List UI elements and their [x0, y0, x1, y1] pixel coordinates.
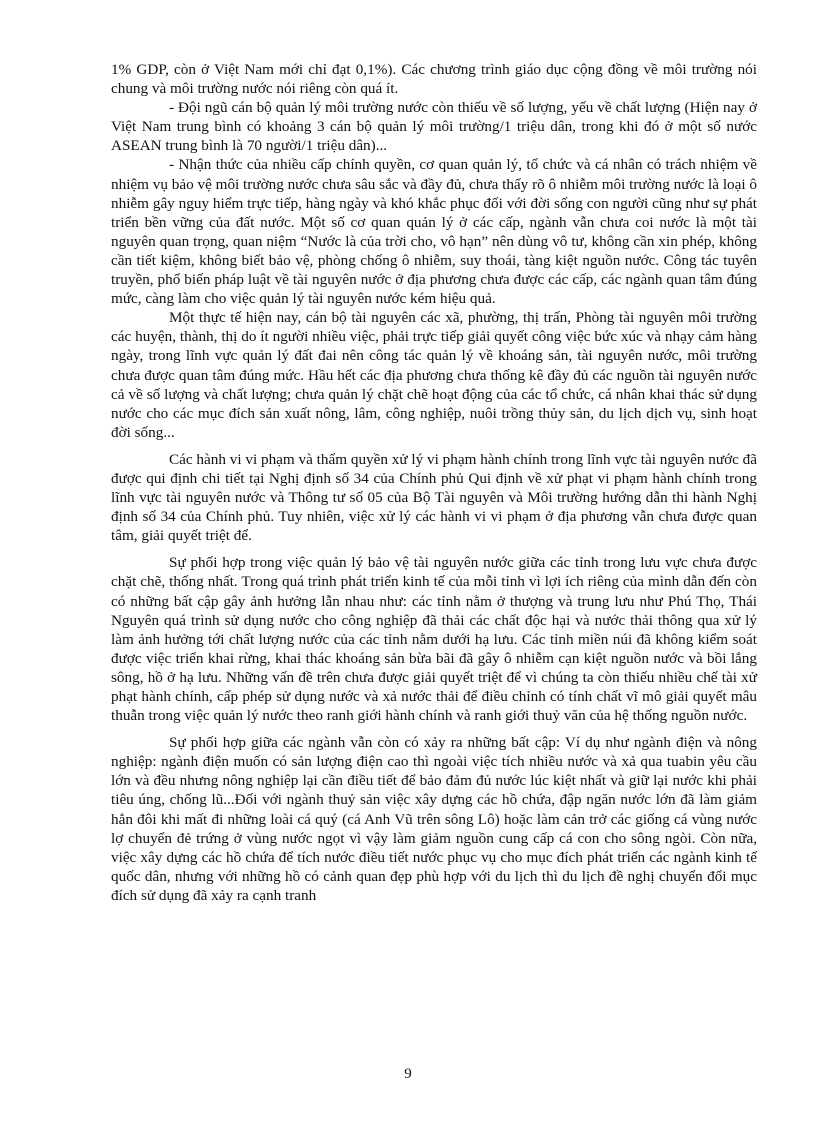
paragraph-provincial-coordination: Sự phối hợp trong việc quản lý bảo vệ tài nguyên nước giữa các tỉnh trong lưu vực chưa được chặt chẽ, thống nhất. Trong quá trình phát triển kinh tế của mỗi tỉnh vì lợi ích riêng của mình dẫn đến còn có những bất cập gây ảnh hưởng lẫn nhau như: các tỉnh nằm ở thượng và trung lưu như Phú Thọ, Thái Nguyên quá trình sử dụng nước cho công nghiệp đã thải các chất độc hại và nước thải thông qua xử lý làm ảnh hưởng tới chất lượng nước của các tỉnh nằm dưới hạ lưu. Các tỉnh miền núi đã không kiểm soát được việc triển khai rừng, khai thác khoáng sản bừa bãi đã gây ô nhiễm cạn kiệt nguồn nước và bồi lắng sông, hồ ở hạ lưu. Những vấn đề trên chưa được giải quyết triệt để vì chúng ta còn thiếu nhiều chế tài xử phạt hành chính, cấp phép sử dụng nước và xả nước thải để điều chỉnh có tính chất vĩ mô giải quyết mâu thuẫn trong việc quản lý nước theo ranh giới hành chính và ranh giới thuỷ văn của hệ thống nguồn nước.	[111, 554, 757, 725]
paragraph-local-staff: Một thực tế hiện nay, cán bộ tài nguyên các xã, phường, thị trấn, Phòng tài nguyên môi trường các huyện, thành, thị do ít người nhiều việc, phải trực tiếp giải quyết công việc bức xúc và nhạy cảm hàng ngày, trong lĩnh vực quản lý đất đai nên công tác quản lý về khoáng sản, tài nguyên nước, môi trường chưa được quan tâm đúng mức. Hầu hết các địa phương chưa thống kê đầy đủ các nguồn tài nguyên nước cả về số lượng và chất lượng; chưa quản lý chặt chẽ hoạt động của các tổ chức, cá nhân khai thác sử dụng nước cho các mục đích sản xuất nông, lâm, công nghiệp, nuôi trồng thủy sản, du lịch dịch vụ, sinh hoạt đời sống...	[111, 309, 757, 441]
paragraph-sector-coordination: Sự phối hợp giữa các ngành vẫn còn có xảy ra những bất cập: Ví dụ như ngành điện và nông nghiệp: ngành điện muốn có sản lượng điện cao thì ngoài việc tích nhiều nước và xả qua tuabin yêu cầu lớn và đều nhưng nông nghiệp lại cần điều tiết để bảo đảm đủ nước lúc kiệt nhất và giữ lại nước khi phải tiêu úng, chống lũ...Đối với ngành thuỷ sản việc xây dựng các hồ chứa, đập ngăn nước lớn đã làm giảm hẳn đôi khi mất đi những loài cá quý (cá Anh Vũ trên sông Lô) hoặc làm cản trở các giống cá vùng nước lợ chuyển đẻ trứng ở vùng nước ngọt vì vậy làm giảm nguồn cung cấp cá con cho sông ngòi. Còn nữa, việc xây dựng các hồ chứa để tích nước điều tiết nước phục vụ cho mục đích phát triển các ngành kinh tế quốc dân, nhưng với những hồ có cảnh quan đẹp phù hợp với du lịch thì du lịch đề nghị chuyển đổi mục đích sử dụng đã xảy ra cạnh tranh	[111, 734, 757, 904]
paragraph-awareness: - Nhận thức của nhiều cấp chính quyền, cơ quan quản lý, tổ chức và cá nhân có trách nhiệm về nhiệm vụ bảo vệ môi trường nước chưa sâu sắc và đầy đủ, chưa thấy rõ ô nhiễm môi trường nước là loại ô nhiễm gây nguy hiểm trực tiếp, hàng ngày và khó khắc phục đối với đời sống con người cũng như sự phát triển bền vững của đất nước. Một số cơ quan quản lý ở các cấp, ngành vẫn chưa coi nước là một tài nguyên quan trọng, quan niệm “Nước là của trời cho, vô hạn” nên dùng vô tư, không cần xin phép, không cần tiết kiệm, không biết bảo vệ, phòng chống ô nhiễm, suy thoái, tàng kiệt nguồn nước. Công tác tuyên truyền, phổ biến pháp luật về tài nguyên nước ở địa phương chưa được các cấp, các ngành quan tâm đúng mức, càng làm cho việc quản lý tài nguyên nước kém hiệu quả.	[111, 156, 757, 308]
document-body	[111, 60, 757, 905]
paragraph-staff-shortage: - Đội ngũ cán bộ quản lý môi trường nước còn thiếu về số lượng, yếu về chất lượng (Hiện nay ở Việt Nam trung bình có khoảng 3 cán bộ quản lý môi trường/1 triệu dân, trong khi đó ở một số nước ASEAN trung bình là 70 người/1 triệu dân)...	[111, 99, 757, 155]
paragraph-continued: 1% GDP, còn ở Việt Nam mới chỉ đạt 0,1%). Các chương trình giáo dục cộng đồng về môi trường nói chung và môi trường nước nói riêng còn quá ít.	[111, 61, 757, 98]
page-number: 9	[404, 1066, 412, 1082]
paragraph-violations: Các hành vi vi phạm và thẩm quyền xử lý vi phạm hành chính trong lĩnh vực tài nguyên nước đã được qui định chi tiết tại Nghị định số 34 của Chính phủ Qui định về xử phạt vi phạm hành chính trong lĩnh vực tài nguyên nước và Thông tư số 05 của Bộ Tài nguyên và Môi trường hướng dẫn thi hành Nghị định số 34 của Chính phủ. Tuy nhiên, việc xử lý các hành vi vi phạm ở địa phương vẫn chưa được quan tâm, giải quyết triệt để.	[111, 450, 757, 545]
